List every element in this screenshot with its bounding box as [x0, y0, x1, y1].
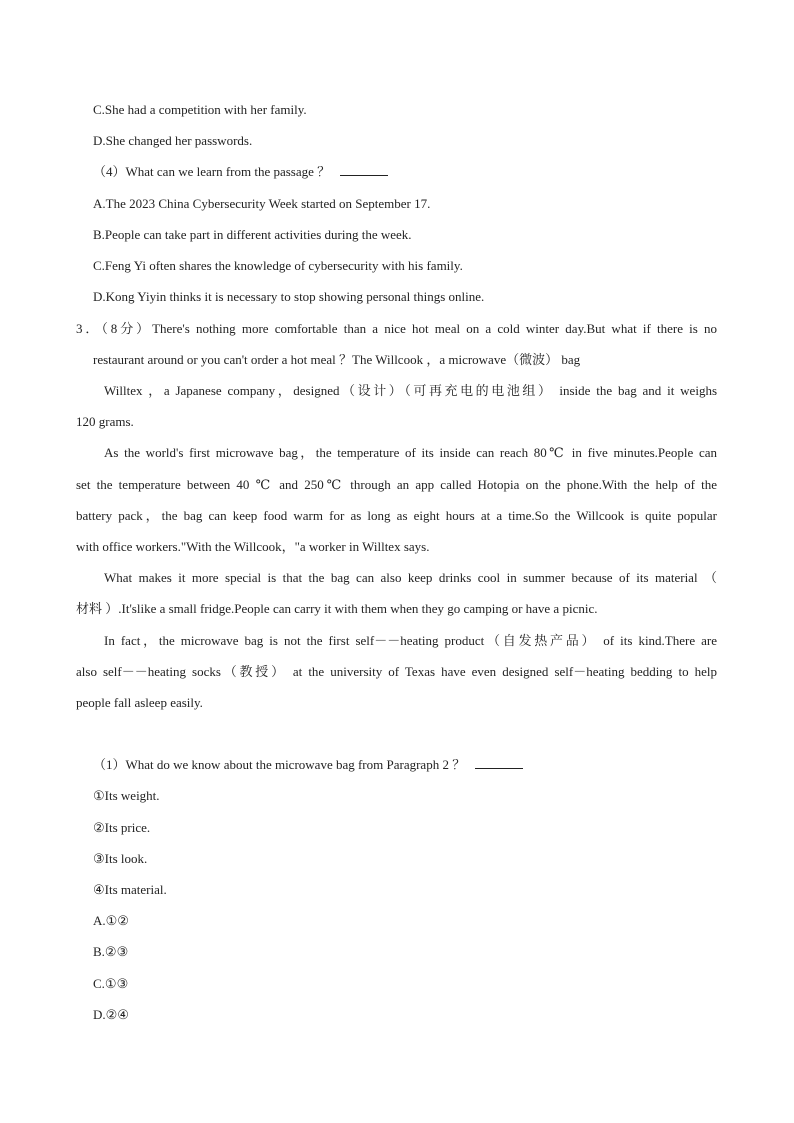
question-stem — [93, 163, 388, 181]
passage-line: battery pack，the bag can keep food warm for as long as eight hours at a time.So the Willcook is quite popular — [76, 508, 717, 523]
passage-line — [76, 320, 717, 338]
question-score: （8分） — [101, 321, 153, 336]
option-d: D.Kong Yiyin thinks it is necessary to stop showing personal things online. — [93, 289, 485, 304]
option-c: C.Feng Yi often shares the knowledge of cybersecurity with his family. — [93, 258, 463, 273]
option-b: B.People can take part in different activities during the week. — [93, 227, 412, 242]
passage-text: There's nothing more comfortable than a nice hot meal on a cold winter day.But what if there is no — [152, 321, 717, 336]
option-c: C.①③ — [93, 976, 129, 991]
question-stem-text: （1）What do we know about the microwave bag from Paragraph 2 ？ — [93, 757, 466, 772]
passage-line: with office workers."With the Willcook，"a worker in Willtex says. — [76, 539, 430, 554]
choice-item: ④Its material. — [93, 882, 167, 897]
passage-line: also self－－heating socks（教授） at the university of Texas have even designed self－heating bedding to help — [76, 664, 717, 679]
choice-item: ①Its weight. — [93, 788, 160, 803]
answer-blank — [475, 756, 523, 769]
passage-line: What makes it more special is that the bag can also keep drinks cool in summer because of its material （ — [104, 570, 717, 585]
option-a: A.The 2023 China Cybersecurity Week started on September 17. — [93, 196, 431, 211]
question-stem — [93, 756, 523, 774]
option-d: D.She changed her passwords. — [93, 133, 253, 148]
choice-item: ②Its price. — [93, 820, 151, 835]
question-number: 3． — [76, 321, 102, 336]
option-b: B.②③ — [93, 944, 129, 959]
passage-line: people fall asleep easily. — [76, 695, 203, 710]
passage-line: Willtex ，a Japanese company，designed（设计）（可再充电的电池组） inside the bag and it weighs — [104, 383, 717, 398]
passage-line: As the world's first microwave bag，the temperature of its inside can reach 80℃ in five minutes.People can — [104, 445, 717, 460]
passage-line: In fact，the microwave bag is not the first self－－heating product（自发热产品） of its kind.There are — [104, 633, 717, 648]
passage-line: restaurant around or you can't order a hot meal ？The Willcook ，a microwave（微波） bag — [93, 352, 581, 367]
option-c: C.She had a competition with her family. — [93, 102, 307, 117]
option-a: A.①② — [93, 913, 129, 928]
option-d: D.②④ — [93, 1007, 129, 1022]
passage-line: set the temperature between 40 ℃ and 250℃ through an app called Hotopia on the phone.With the help of the — [76, 477, 717, 492]
passage-line: 120 grams. — [76, 414, 134, 429]
choice-item: ③Its look. — [93, 851, 148, 866]
answer-blank — [340, 163, 388, 176]
passage-line: 材料 ）.It'slike a small fridge.People can carry it with them when they go camping or have a picnic. — [76, 601, 598, 616]
question-stem-text: （4）What can we learn from the passage ？ — [93, 164, 331, 179]
